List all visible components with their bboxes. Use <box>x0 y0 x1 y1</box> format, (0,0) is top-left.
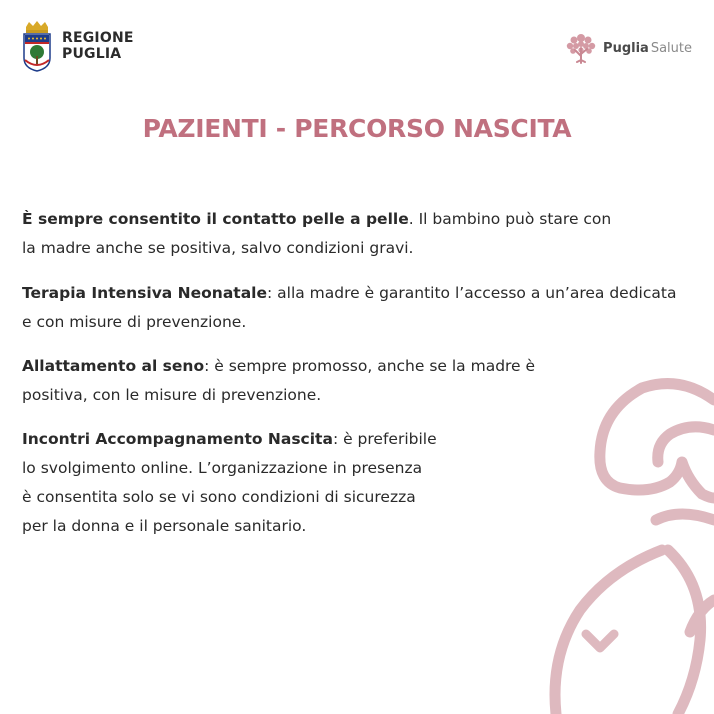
paragraph-heading: Terapia Intensiva Neonatale <box>22 284 267 302</box>
paragraph-text: : alla madre è garantito l’accesso a un’area dedicata <box>266 284 677 302</box>
paragraph-heading: Allattamento al seno <box>22 357 205 375</box>
paragraph-birth-meetings <box>22 425 437 541</box>
paragraph-skin-to-skin <box>22 205 611 263</box>
puglia-salute-tree-icon <box>563 30 599 66</box>
brand-name-light: Salute <box>650 40 692 56</box>
paragraph-heading: È sempre consentito il contatto pelle a pelle <box>22 210 409 228</box>
region-name-line1: REGIONE <box>62 30 134 46</box>
paragraph-heading: Incontri Accompagnamento Nascita <box>22 430 333 448</box>
regione-puglia-crest-icon <box>22 20 52 72</box>
paragraph-text: positiva, con le misure di prevenzione. <box>22 386 322 404</box>
paragraph-text: la madre anche se positiva, salvo condizioni gravi. <box>22 239 414 257</box>
paragraph-text: è consentita solo se vi sono condizioni di sicurezza <box>22 488 416 506</box>
regione-puglia-logo <box>22 20 134 72</box>
paragraph-neonatal-icu <box>22 279 676 337</box>
paragraph-text: : è preferibile <box>332 430 437 448</box>
paragraph-text: lo svolgimento online. L’organizzazione in presenza <box>22 459 423 477</box>
paragraph-line <box>22 279 676 308</box>
brand-name-bold: Puglia <box>603 40 649 56</box>
paragraph-text: per la donna e il personale sanitario. <box>22 517 307 535</box>
paragraph-line <box>22 352 535 381</box>
paragraph-line <box>22 425 437 454</box>
paragraph-line <box>22 205 611 234</box>
paragraph-text: e con misure di prevenzione. <box>22 313 247 331</box>
paragraph-text: . Il bambino può stare con <box>408 210 612 228</box>
region-name-line2: PUGLIA <box>62 46 122 62</box>
pregnant-woman-illustration <box>530 370 714 714</box>
page-title: PAZIENTI - PERCORSO NASCITA <box>142 114 572 143</box>
puglia-salute-logo <box>563 30 692 66</box>
paragraph-breastfeeding <box>22 352 535 410</box>
paragraph-text: : è sempre promosso, anche se la madre è <box>204 357 536 375</box>
